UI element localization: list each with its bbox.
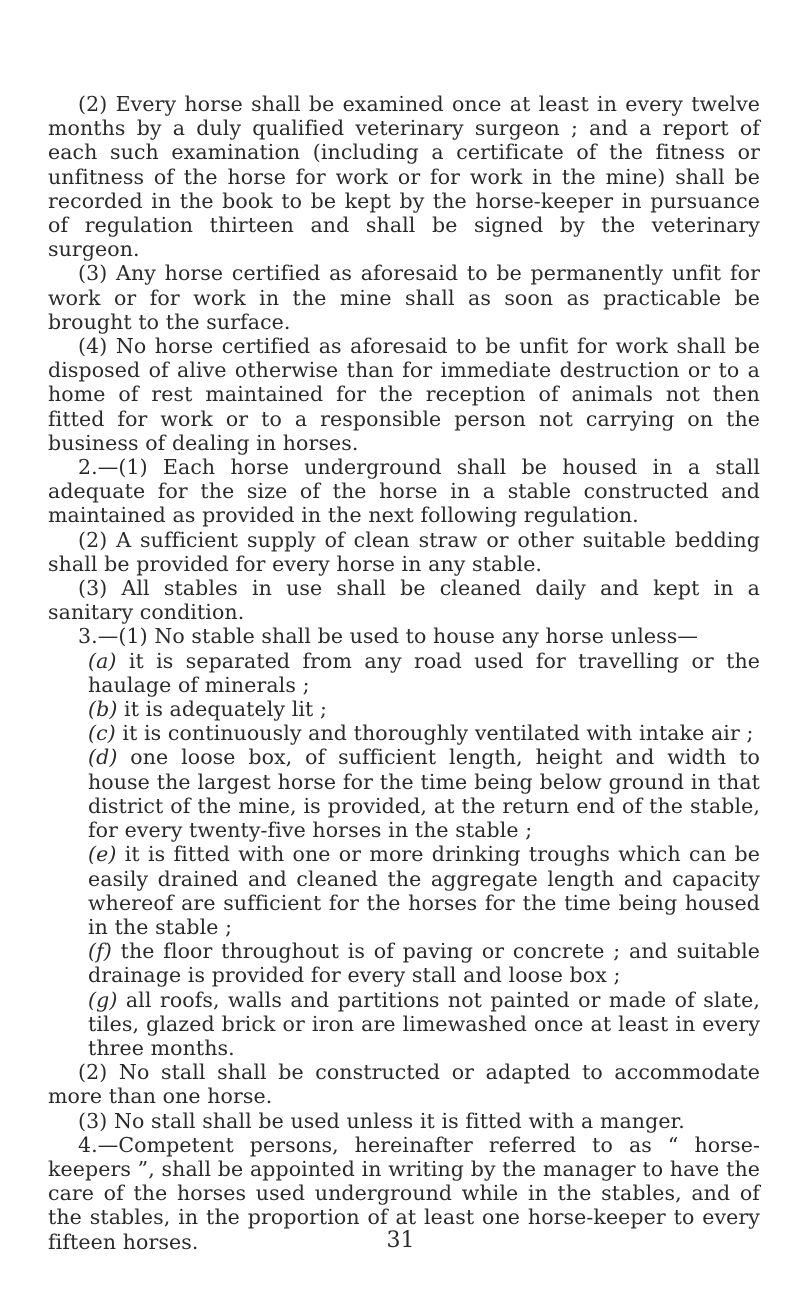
document-page <box>48 92 760 1254</box>
regulation-4: 4.—Competent persons, hereinafter referred to as “ horse-keepers ”, shall be appointed in writing by the manager to have the care of the horses used underground while in the stables, and of the stables, in the proportion of at least one horse-keeper to every fifteen horses. <box>48 1132 760 1254</box>
regulation-3-3: (3) No stall shall be used unless it is fitted with a manger. <box>78 1108 685 1133</box>
regulation-2-2: (2) A sufficient supply of clean straw or other suitable bedding shall be provided for every horse in any stable. <box>48 527 760 576</box>
page-number: 31 <box>386 1228 415 1253</box>
item-text-g: all roofs, walls and partitions not painted or made of slate, tiles, glazed brick or iron are limewashed once at least in every three months. <box>88 987 760 1060</box>
paragraph-2-examination: (2) Every horse shall be examined once at least in every twelve months by a duly qualified veterinary surgeon ; and a report of each such examination (including a certificate of the fitness or unfitness of the horse for work or for work in the mine) shall be recorded in the book to be kept by the horse-keeper in pursuance of regulation thirteen and shall be signed by the veterinary surgeon. <box>48 92 760 262</box>
item-label-f: (f) <box>88 939 112 964</box>
item-label-e: (e) <box>88 842 117 867</box>
item-text-d: one loose box, of sufficient length, height and width to house the largest horse for the time being below ground in that district of the mine, is provided, at the return end of the stable, for every twenty-five horses in the stable ; <box>88 745 760 843</box>
regulation-3-2: (2) No stall shall be constructed or adapted to accommodate more than one horse. <box>48 1060 760 1109</box>
item-text-b: it is adequately lit ; <box>124 697 327 722</box>
paragraph-4-disposal: (4) No horse certified as aforesaid to be unfit for work shall be disposed of alive otherwise than for immediate destruction or to a home of rest maintained for the reception of animals not then fitted for work or to a responsible person not carrying on the business of dealing in horses. <box>48 334 760 455</box>
item-text-c: it is continuously and thoroughly ventilated with intake air ; <box>122 721 754 746</box>
item-b <box>48 697 760 721</box>
item-label-a: (a) <box>88 648 117 673</box>
item-label-d: (d) <box>88 745 118 770</box>
regulation-3-1: 3.—(1) No stable shall be used to house any horse unless— <box>78 624 698 649</box>
paragraph-3-unfit-horse: (3) Any horse certified as aforesaid to be permanently unfit for work or for work in the mine shall as soon as practicable be brought to the surface. <box>48 261 760 334</box>
item-text-e: it is fitted with one or more drinking troughs which can be easily drained and cleaned the aggregate length and capacity whereof are sufficient for the horses for the time being housed in the stable ; <box>88 842 760 939</box>
item-d <box>48 745 760 842</box>
item-label-c: (c) <box>88 721 116 746</box>
item-label-g: (g) <box>88 987 118 1012</box>
regulation-2-1: 2.—(1) Each horse underground shall be housed in a stall adequate for the size of the horse in a stable constructed and maintained as provided in the next following regulation. <box>48 455 760 528</box>
item-c <box>48 721 760 745</box>
item-f <box>48 939 760 987</box>
item-label-b: (b) <box>88 697 118 722</box>
item-text-a: it is separated from any road used for travelling or the haulage of minerals ; <box>88 648 760 697</box>
item-g <box>48 988 760 1061</box>
item-a <box>48 649 760 697</box>
item-e <box>48 842 760 939</box>
item-text-f: the floor throughout is of paving or concrete ; and suitable drainage is provided for every stall and loose box ; <box>88 939 760 988</box>
regulation-2-3: (3) All stables in use shall be cleaned daily and kept in a sanitary condition. <box>48 576 760 625</box>
